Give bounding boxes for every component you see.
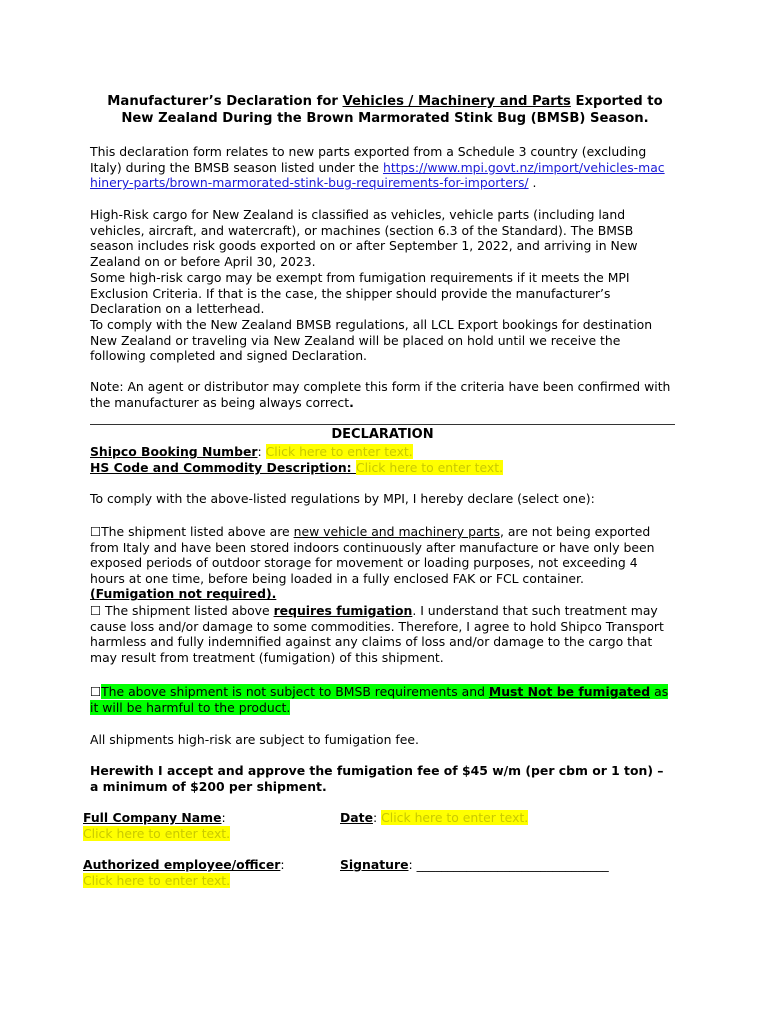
lcl-paragraph: To comply with the New Zealand BMSB regulations, all LCL Export bookings for destination New Zealand or traveling via New Zealand will be placed on hold until we receive the following completed and signed Declaration. xyxy=(90,317,653,364)
hs-code-label: HS Code and Commodity Description: xyxy=(90,460,356,475)
option-not-fumigated xyxy=(90,684,680,715)
signature-colon: : xyxy=(408,857,417,872)
comply-statement: To comply with the above-listed regulations by MPI, I hereby declare (select one): xyxy=(90,491,595,506)
option3-text: The above shipment is not subject to BMSB requirements and xyxy=(101,684,489,699)
option1-checkbox[interactable]: ☐ xyxy=(90,524,102,539)
hs-code-field[interactable]: Click here to enter text. xyxy=(355,460,504,475)
signature-line[interactable]: _______________________________ xyxy=(416,857,609,872)
fee-note: All shipments high-risk are subject to fumigation fee. xyxy=(90,732,419,747)
signature-row xyxy=(340,857,609,873)
booking-row xyxy=(90,444,413,460)
company-name-field-row xyxy=(83,826,230,842)
option-new-parts xyxy=(90,524,675,602)
note-text: Note: An agent or distributor may complete this form if the criteria have been confirmed with the manufacturer as being always correct xyxy=(90,379,671,410)
exemption-paragraph: Some high-risk cargo may be exempt from fumigation requirements if it meets the MPI Exclusion Criteria. If that is the case, the shipper should provide the manufacturer’s Declaration on a letterhead. xyxy=(90,270,630,317)
employee-field[interactable]: Click here to enter text. xyxy=(83,873,231,888)
fee-acceptance: Herewith I accept and approve the fumigation fee of $45 w/m (per cbm or 1 ton) – a minimum of $200 per shipment. xyxy=(90,763,664,794)
document-title xyxy=(80,94,690,127)
declaration-heading: DECLARATION xyxy=(331,427,434,442)
option3-checkbox[interactable]: ☐ xyxy=(90,684,102,699)
date-colon: : xyxy=(372,810,382,825)
date-label: Date xyxy=(340,810,373,825)
booking-number-field[interactable]: Click here to enter text. xyxy=(265,444,413,459)
employee-label: Authorized employee/officer xyxy=(83,857,281,872)
option2-checkbox[interactable]: ☐ xyxy=(90,603,102,618)
date-row xyxy=(340,810,528,826)
title-text-end: Exported to xyxy=(570,94,663,109)
must-not-be-fumigated-text: Must Not be fumigated xyxy=(488,684,651,699)
note-paragraph xyxy=(90,379,680,410)
company-name-label: Full Company Name xyxy=(83,810,222,825)
title-text: Manufacturer’s Declaration for xyxy=(107,94,343,109)
hs-code-row xyxy=(90,460,503,476)
booking-colon: : xyxy=(257,444,266,459)
booking-label: Shipco Booking Number xyxy=(90,444,258,459)
company-name-label-row xyxy=(83,810,226,826)
option2-text-end: . I understand that such treatment may cause loss and/or damage to some commodities. Therefore, I agree to hold Shipco Transport harmless and fully indemnified against any claims of loss and/or damage to the cargo that may result from treatment (fumigation) of this shipment. xyxy=(90,603,664,665)
employee-label-row xyxy=(83,857,285,873)
intro-after: . xyxy=(528,175,537,191)
option1-text-end: , are not being exported from Italy and have been stored indoors continuously after manufacture or have only been exposed periods of outdoor storage for movement or loading purposes, not exceeding 4 hours at one time, before being loaded in a fully enclosed FAK or FCL container. xyxy=(90,524,655,586)
employee-field-row xyxy=(83,873,230,889)
requires-fumigation-text: requires fumigation xyxy=(273,603,413,618)
divider-line xyxy=(90,424,675,425)
date-field[interactable]: Click here to enter text. xyxy=(381,810,529,825)
company-colon: : xyxy=(221,810,226,825)
signature-label: Signature xyxy=(340,857,409,872)
intro-text: This declaration form relates to new parts exported from a Schedule 3 country (excluding Italy) during the BMSB season listed under the xyxy=(90,144,647,175)
mpi-link[interactable]: https://www.mpi.govt.nz/import/vehicles-machinery-parts/brown-marmorated-stink-bug-requirements-for-importers/ xyxy=(90,159,665,191)
option2-text: The shipment listed above xyxy=(101,603,274,618)
option3-text-end: as it will be harmful to the product. xyxy=(90,684,669,715)
option1-underlined: new vehicle and machinery parts xyxy=(293,524,500,539)
employee-colon: : xyxy=(280,857,285,872)
highrisk-paragraph: High-Risk cargo for New Zealand is classified as vehicles, vehicle parts (including land vehicles, aircraft, and watercraft), or machines (section 6.3 of the Standard). The BMSB season includes risk goods exported on or after September 1, 2022, and arriving in New Zealand on or before April 30, 2023. xyxy=(90,207,638,269)
option-requires-fumigation xyxy=(90,603,675,665)
company-name-field[interactable]: Click here to enter text. xyxy=(83,826,231,841)
note-period: . xyxy=(349,394,354,410)
fumigation-not-required-note: (Fumigation not required). xyxy=(90,586,277,602)
intro-paragraph xyxy=(90,144,665,191)
title-underlined: Vehicles / Machinery and Parts xyxy=(342,94,571,109)
option1-text: The shipment listed above are xyxy=(101,524,294,539)
title-line2: New Zealand During the Brown Marmorated Stink Bug (BMSB) Season. xyxy=(121,110,649,126)
